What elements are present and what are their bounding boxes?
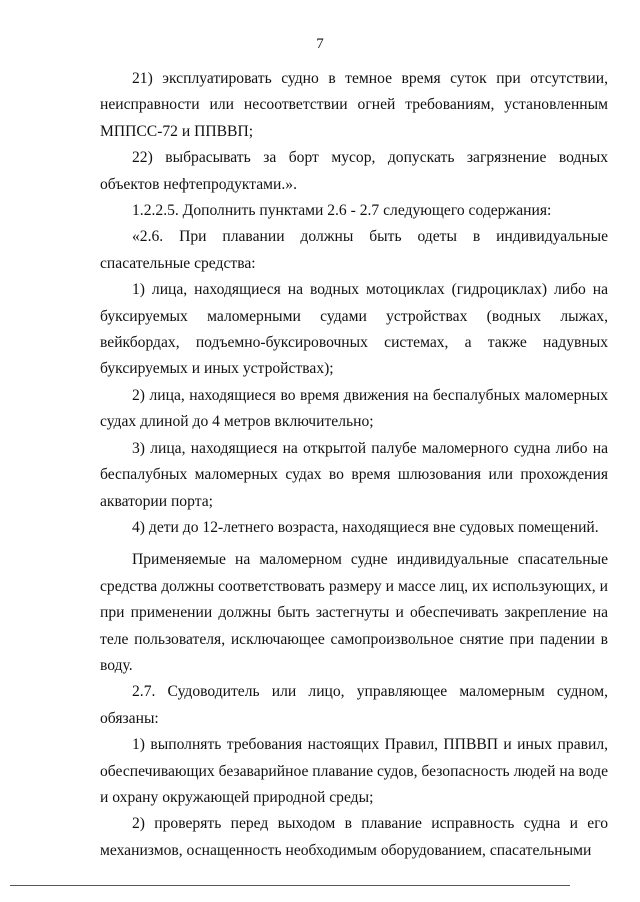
paragraph-item-21: 21) эксплуатировать судно в темное время суток при отсутствии, неисправности или несоответствии огней требованиям, установленным МППСС-72 и ППВВП; <box>100 70 608 140</box>
footer-divider <box>10 885 570 886</box>
paragraph-clause-2-7-item-1: 1) выполнять требования настоящих Правил, ППВВП и иных правил, обеспечивающих безаварийное плавание судов, безопасность людей на воде и охрану окружающей природной среды; <box>100 736 608 806</box>
paragraph-clause-2-7-item-2: 2) проверять перед выходом в плавание исправность судна и его механизмов, оснащенность необходимым оборудованием, спасательными <box>100 815 608 859</box>
paragraph-clause-2-6-item-3: 3) лица, находящиеся на открытой палубе маломерного судна либо на беспалубных маломерных судах во время шлюзования или прохождения акватории порта; <box>100 439 608 510</box>
paragraph-clause-2-6-item-4: 4) дети до 12-летнего возраста, находящиеся вне судовых помещений. <box>132 518 599 536</box>
paragraph-amendment-1-2-2-5: 1.2.2.5. Дополнить пунктами 2.6 - 2.7 следующего содержания: <box>132 202 552 220</box>
paragraph-clause-2-6-item-1: 1) лица, находящиеся на водных мотоциклах (гидроциклах) либо на буксируемых маломерными судами устройствах (водных лыжах, вейкбордах, подъемно-буксировочных системах, а также надувных буксируемых и иных устройствах); <box>100 281 608 378</box>
page-number: 7 <box>316 36 324 52</box>
paragraph-clause-2-7: 2.7. Судоводитель или лицо, управляющее маломерным судном, обязаны: <box>100 683 608 727</box>
paragraph-item-22: 22) выбрасывать за борт мусор, допускать загрязнение водных объектов нефтепродуктами.». <box>100 149 608 193</box>
paragraph-clause-2-6: «2.6. При плавании должны быть одеты в индивидуальные спасательные средства: <box>100 228 608 272</box>
paragraph-clause-2-6-item-2: 2) лица, находящиеся во время движения на беспалубных маломерных судах длиной до 4 метров включительно; <box>100 386 608 431</box>
paragraph-lifejacket-requirements: Применяемые на маломерном судне индивидуальные спасательные средства должны соответствовать размеру и массе лиц, их использующих, и при применении должны быть застегнуты и обеспечивать закрепление на теле пользователя, исключающее самопроизвольное снятие при падении в воду. <box>100 551 608 674</box>
document-body <box>100 66 608 864</box>
